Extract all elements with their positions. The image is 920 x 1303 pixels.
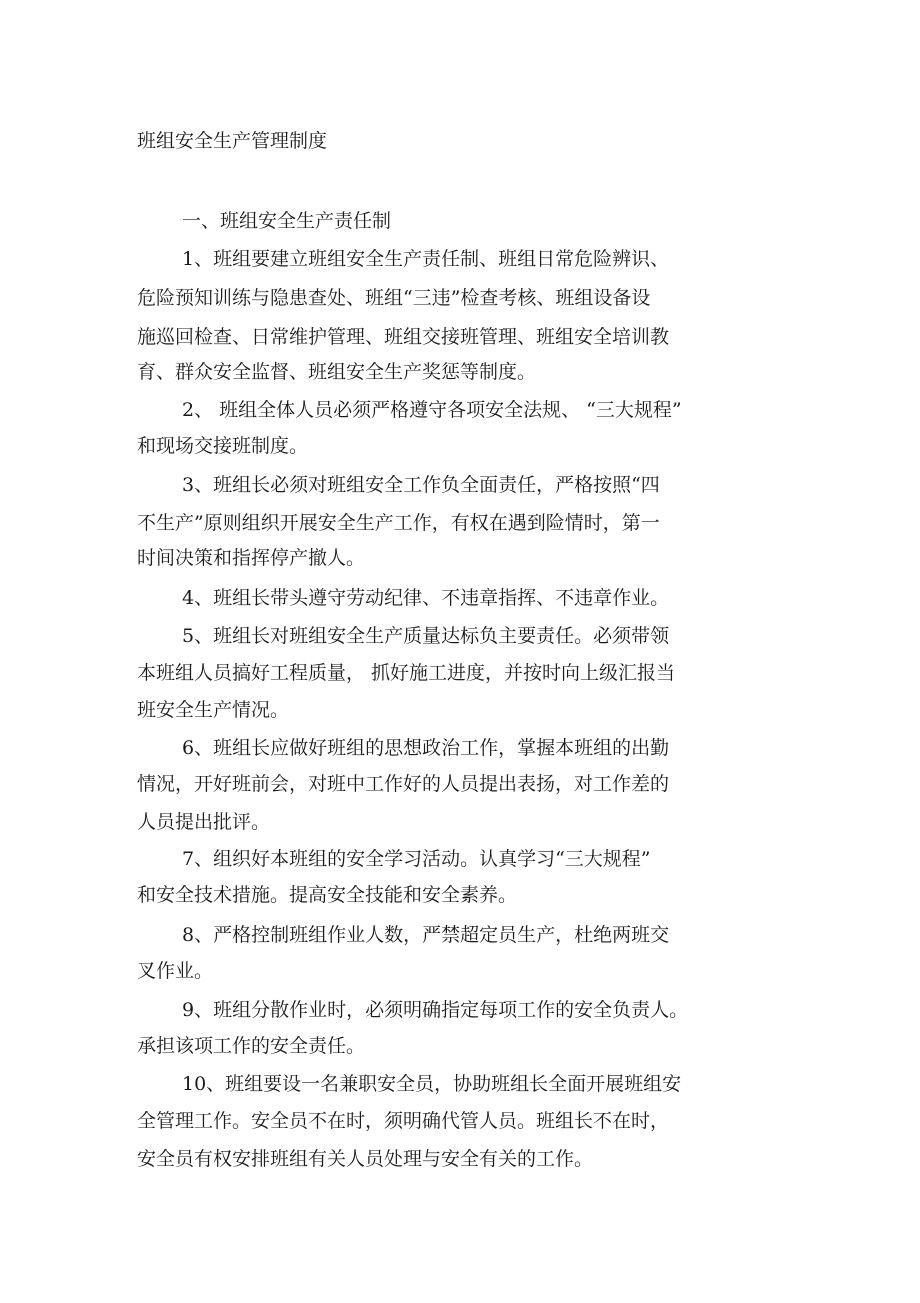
item-4-line-1: 4、班组长带头遵守劳动纪律、不违章指挥、不违章作业。 xyxy=(182,587,670,609)
item-1-line-2: 危险预知训练与隐患查处、班组“三违”检查考核、班组设备设 xyxy=(137,287,651,309)
item-8-line-1: 8、严格控制班组作业人数，严禁超定员生产，杜绝两班交 xyxy=(182,924,670,946)
item-10-line-1: 10、班组要设一名兼职安全员，协助班组长全面开展班组安 xyxy=(182,1073,682,1095)
item-3-line-2: 不生产”原则组织开展安全生产工作，有权在遇到险情时，第一 xyxy=(137,512,660,534)
item-5-line-3: 班安全生产情况。 xyxy=(137,699,290,721)
section-heading: 一、班组安全生产责任制 xyxy=(182,210,392,232)
item-8-line-2: 叉作业。 xyxy=(137,960,214,982)
item-3-line-3: 时间决策和指挥停产撤人。 xyxy=(137,547,366,569)
item-9-line-1: 9、班组分散作业时，必须明确指定每项工作的安全负责人。 xyxy=(182,999,689,1021)
item-7-line-2: 和安全技术措施。提高安全技能和安全素养。 xyxy=(137,884,518,906)
item-10-line-2: 全管理工作。安全员不在时，须明确代管人员。班组长不在时， xyxy=(137,1110,670,1132)
document-title: 班组安全生产管理制度 xyxy=(137,130,328,152)
item-1-line-4: 育、群众安全监督、班组安全生产奖惩等制度。 xyxy=(137,361,537,383)
item-7-line-1: 7、组织好本班组的安全学习活动。认真学习“三大规程” xyxy=(182,848,651,870)
item-6-line-2: 情况，开好班前会，对班中工作好的人员提出表扬，对工作差的 xyxy=(137,773,670,795)
item-1-line-3: 施巡回检查、日常维护管理、班组交接班管理、班组安全培训教 xyxy=(137,326,670,348)
item-10-line-3: 安全员有权安排班组有关人员处理与安全有关的工作。 xyxy=(137,1148,594,1170)
item-1-line-1: 1、班组要建立班组安全生产责任制、班组日常危险辨识、 xyxy=(182,248,670,270)
item-5-line-1: 5、班组长对班组安全生产质量达标负主要责任。必须带领 xyxy=(182,625,670,647)
item-6-line-1: 6、班组长应做好班组的思想政治工作，掌握本班组的出勤 xyxy=(182,737,670,759)
item-3-line-1: 3、班组长必须对班组安全工作负全面责任，严格按照“四 xyxy=(182,474,660,496)
item-9-line-2: 承担该项工作的安全责任。 xyxy=(137,1035,366,1057)
item-5-line-2: 本班组人员搞好工程质量， 抓好施工进度，并按时向上级汇报当 xyxy=(137,662,676,684)
item-2-line-2: 和现场交接班制度。 xyxy=(137,435,309,457)
item-2-line-1: 2、 班组全体人员必须严格遵守各项安全法规、 “三大规程” xyxy=(182,399,682,421)
item-6-line-3: 人员提出批评。 xyxy=(137,811,271,833)
